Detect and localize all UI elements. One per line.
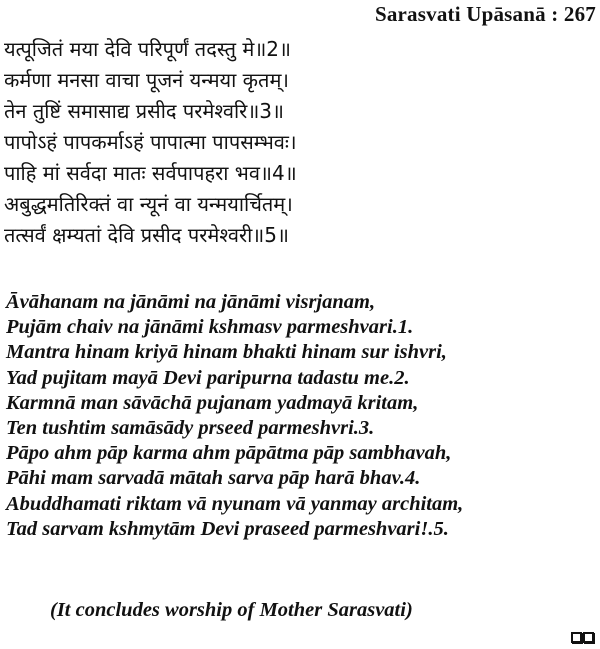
sanskrit-line: तेन तुष्टिं समासाद्य प्रसीद परमेश्वरि॥3॥ <box>4 99 285 123</box>
transliteration-line: Āvāhanam na jānāmi na jānāmi visrjanam, <box>6 291 376 313</box>
sanskrit-line: पाहि मां सर्वदा मातः सर्वपापहरा भव॥4॥ <box>4 161 297 185</box>
end-of-section-mark-icon <box>571 632 594 643</box>
transliteration-line: Tad sarvam kshmytām Devi praseed parmeshvari!.5. <box>6 517 449 540</box>
running-header: Sarasvati Upāsanā : 267 <box>374 2 596 26</box>
transliteration-line: Pāpo ahm pāp karma ahm pāpātma pāp sambhavah, <box>6 442 452 465</box>
sanskrit-line: पापोऽहं पापकर्माऽहं पापात्मा पापसम्भवः। <box>4 130 297 154</box>
transliteration-verses <box>6 290 596 542</box>
sanskrit-line: कर्मणा मनसा वाचा पूजनं यन्मया कृतम्। <box>4 68 289 92</box>
square-icon <box>583 632 594 643</box>
transliteration-line: Pujām chaiv na jānāmi kshmasv parmeshvari.1. <box>6 316 414 339</box>
square-icon <box>571 632 582 643</box>
transliteration-line: Pāhi mam sarvadā mātah sarva pāp harā bhav.4. <box>6 467 421 490</box>
transliteration-line: Mantra hinam kriyā hinam bhakti hinam sur ishvri, <box>6 341 447 364</box>
transliteration-line: Karmnā man sāvāchā pujanam yadmayā kritam, <box>6 391 419 414</box>
transliteration-line: Yad pujitam mayā Devi paripurna tadastu me.2. <box>6 366 410 389</box>
transliteration-line: Ten tushtim samāsādy prseed parmeshvri.3. <box>6 416 375 439</box>
sanskrit-line: अबुद्धमतिरिक्तं वा न्यूनं वा यन्मयार्चितम्। <box>4 192 293 216</box>
transliteration-line: Abuddhamati riktam vā nyunam vā yanmay architam, <box>6 492 464 515</box>
sanskrit-line: तत्सर्वं क्षम्यतां देवि प्रसीद परमेश्वरी॥5॥ <box>4 223 289 247</box>
sanskrit-verses <box>4 34 594 251</box>
conclusion-note: (It concludes worship of Mother Sarasvati) <box>50 599 413 621</box>
sanskrit-line: यत्पूजितं मया देवि परिपूर्णं तदस्तु मे॥2॥ <box>4 37 292 61</box>
